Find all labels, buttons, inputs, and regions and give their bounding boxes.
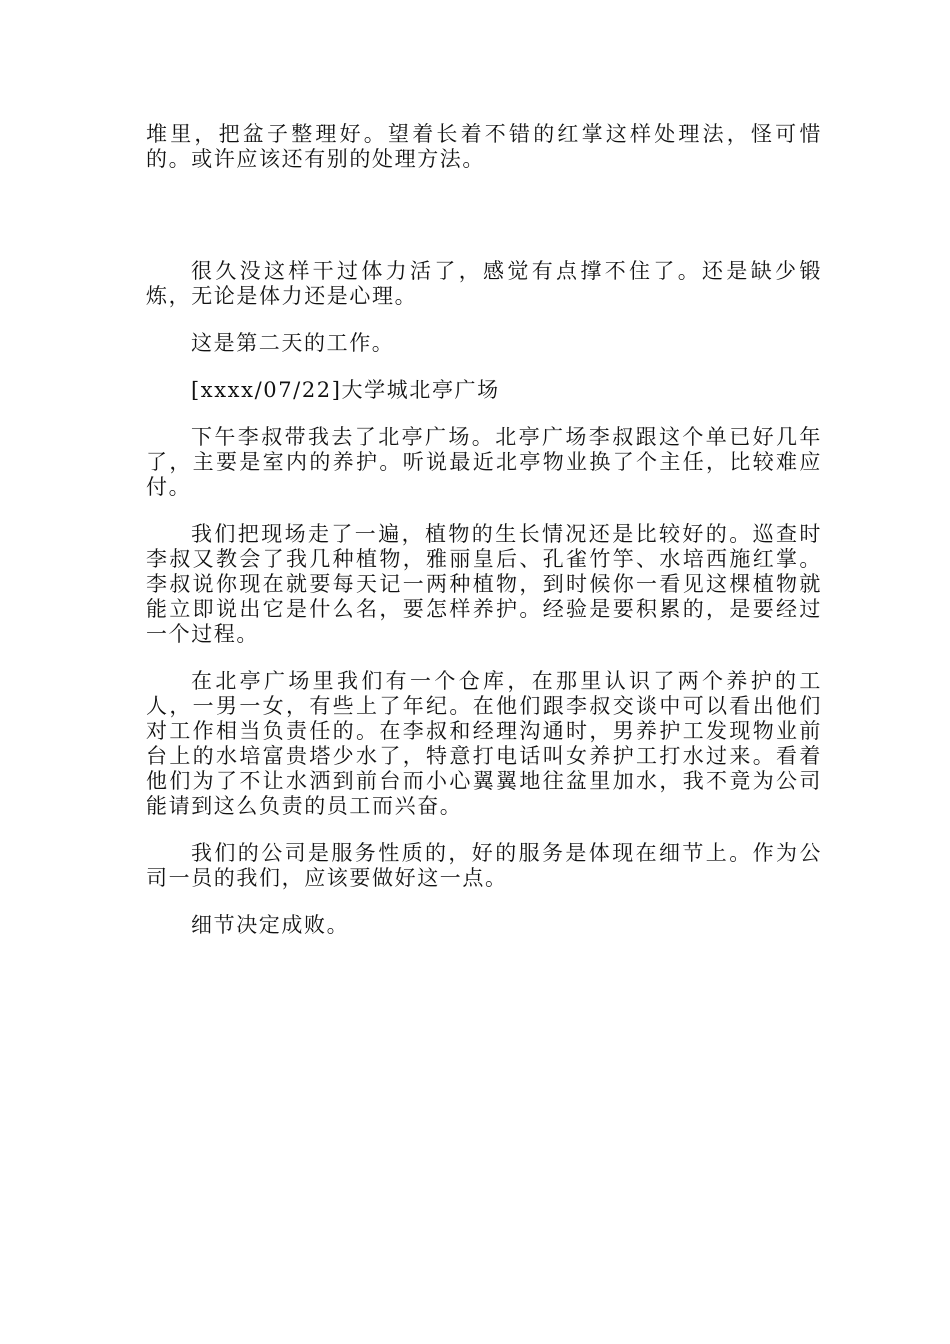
paragraph: 很久没这样干过体力活了，感觉有点撑不住了。还是缺少锻炼，无论是体力还是心理。 [146, 259, 822, 308]
paragraph: 细节决定成败。 [191, 913, 350, 937]
section-heading: [xxxx/07/22]大学城北亭广场 [191, 378, 500, 402]
document-body [146, 122, 822, 938]
paragraph: 下午李叔带我去了北亭广场。北亭广场李叔跟这个单已好几年了，主要是室内的养护。听说最近北亭物业换了个主任，比较难应付。 [146, 425, 822, 499]
paragraph: 我们的公司是服务性质的，好的服务是体现在细节上。作为公司一员的我们，应该要做好这一点。 [146, 841, 822, 890]
paragraph: 我们把现场走了一遍，植物的生长情况还是比较好的。巡查时李叔又教会了我几种植物，雅丽皇后、孔雀竹竽、水培西施红掌。李叔说你现在就要每天记一两种植物，到时候你一看见这棵植物就能立即说出它是什么名，要怎样养护。经验是要积累的，是要经过一个过程。 [146, 522, 822, 646]
paragraph: 在北亭广场里我们有一个仓库，在那里认识了两个养护的工人，一男一女，有些上了年纪。在他们跟李叔交谈中可以看出他们对工作相当负责任的。在李叔和经理沟通时，男养护工发现物业前台上的水培富贵塔少水了，特意打电话叫女养护工打水过来。看着他们为了不让水洒到前台而小心翼翼地往盆里加水，我不竟为公司能请到这么负责的员工而兴奋。 [146, 669, 822, 818]
paragraph: 这是第二天的工作。 [191, 331, 395, 355]
paragraph-continued: 堆里，把盆子整理好。望着长着不错的红掌这样处理法，怪可惜的。或许应该还有别的处理方法。 [146, 122, 822, 171]
